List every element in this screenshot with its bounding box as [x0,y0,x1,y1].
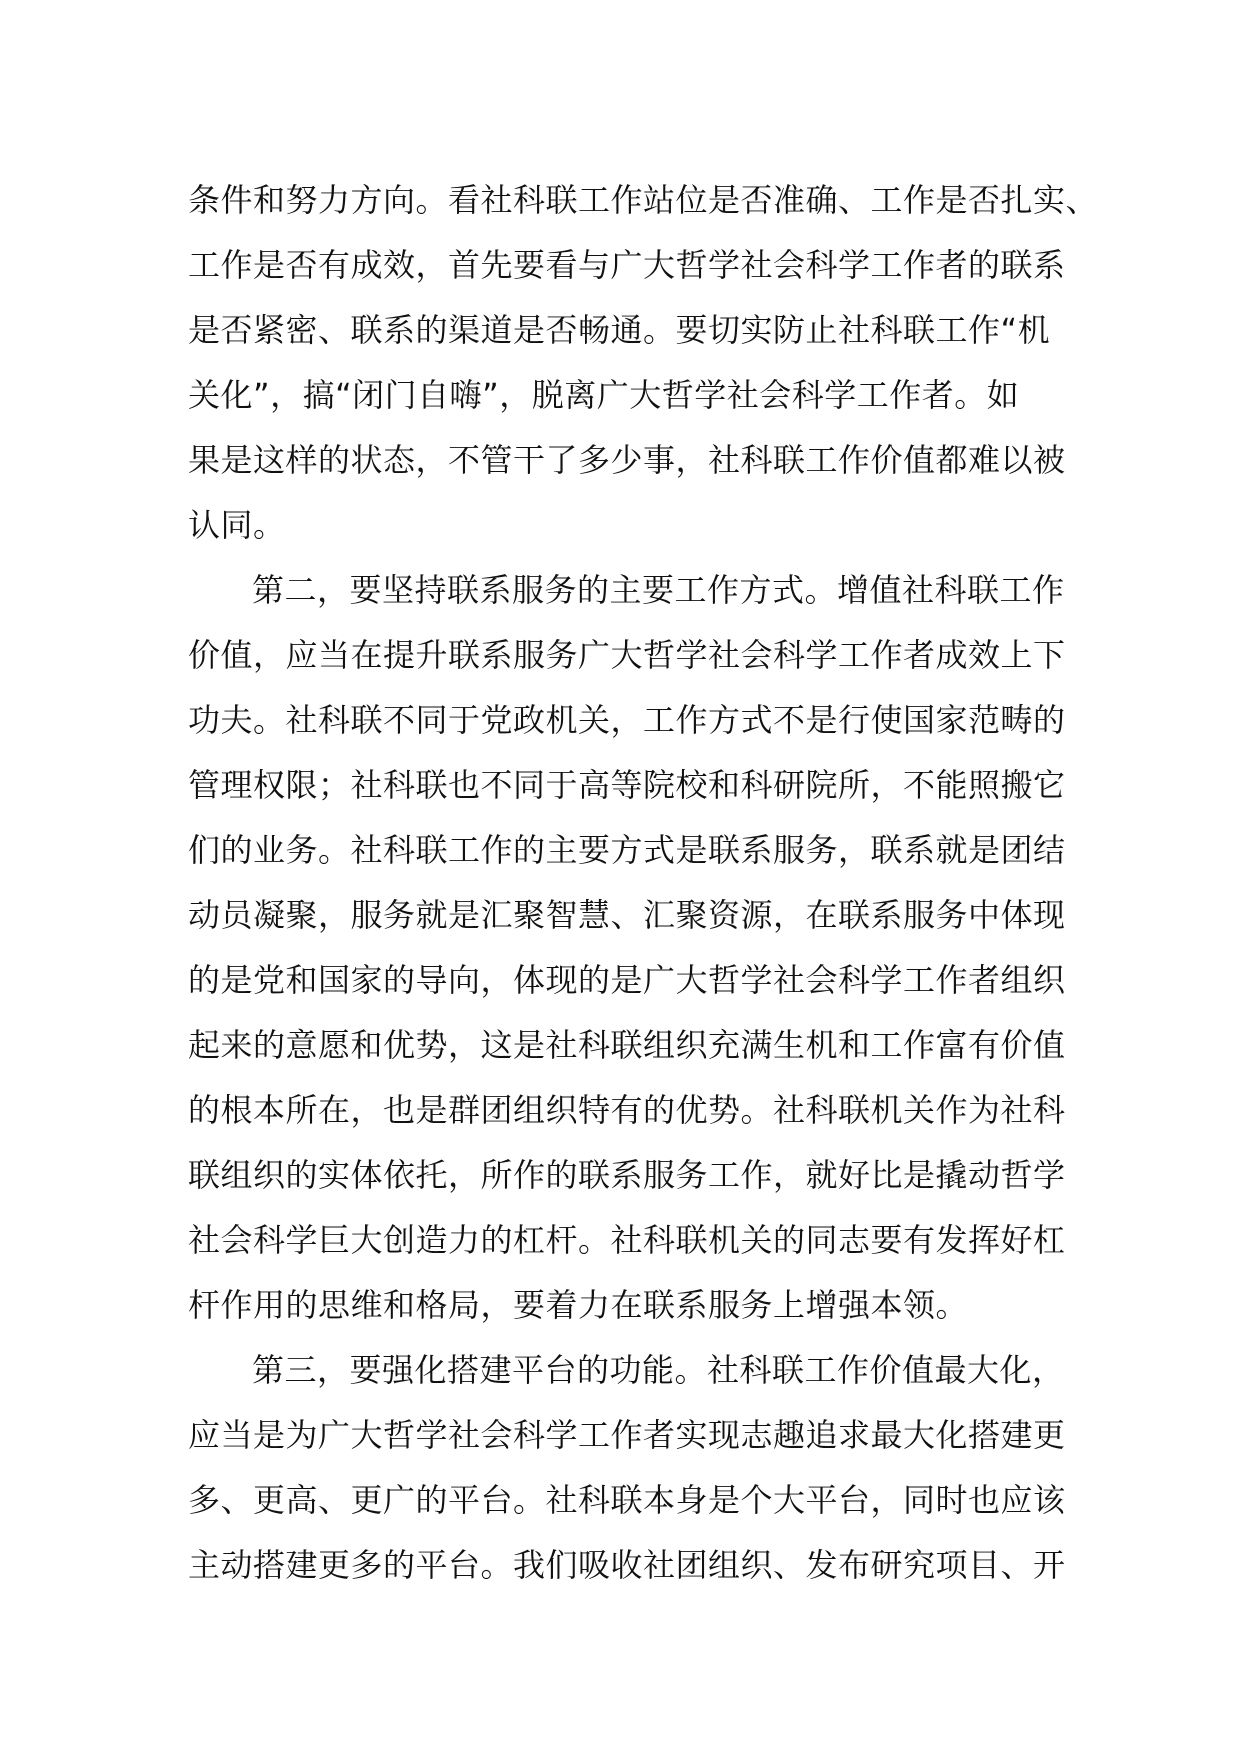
text-line: 是否紧密、联系的渠道是否畅通。要切实防止社科联工作“机 [188,311,1051,349]
text-line: 的是党和国家的导向，体现的是广大哲学社会科学工作者组织 [188,961,1066,999]
text-line: 工作是否有成效，首先要看与广大哲学社会科学工作者的联系 [188,246,1066,284]
text-line: 管理权限；社科联也不同于高等院校和科研院所，不能照搬它 [188,766,1066,804]
text-line: 功夫。社科联不同于党政机关，工作方式不是行使国家范畴的 [188,701,1066,739]
text-line: 杆作用的思维和格局，要着力在联系服务上增强本领。 [188,1286,969,1324]
paragraph [188,1338,1068,1598]
text-line: 价值，应当在提升联系服务广大哲学社会科学工作者成效上下 [188,636,1066,674]
paragraph [188,558,1068,1338]
text-line: 第二，要坚持联系服务的主要工作方式。增值社科联工作 [252,571,1065,609]
text-line: 社会科学巨大创造力的杠杆。社科联机关的同志要有发挥好杠 [188,1221,1066,1259]
text-line: 动员凝聚，服务就是汇聚智慧、汇聚资源，在联系服务中体现 [188,896,1066,934]
paragraph [188,168,1099,558]
text-line: 们的业务。社科联工作的主要方式是联系服务，联系就是团结 [188,831,1066,869]
text-line: 关化”，搞“闭门自嗨”，脱离广大哲学社会科学工作者。如 [188,376,1020,414]
text-line: 的根本所在，也是群团组织特有的优势。社科联机关作为社科 [188,1091,1066,1129]
text-line: 条件和努力方向。看社科联工作站位是否准确、工作是否扎实、 [188,181,1099,219]
text-line: 起来的意愿和优势，这是社科联组织充满生机和工作富有价值 [188,1026,1066,1064]
text-line: 第三，要强化搭建平台的功能。社科联工作价值最大化， [252,1351,1065,1389]
text-line: 联组织的实体依托，所作的联系服务工作，就好比是撬动哲学 [188,1156,1066,1194]
text-line: 果是这样的状态，不管干了多少事，社科联工作价值都难以被 [188,441,1066,479]
text-line: 认同。 [188,506,286,544]
body-text [188,168,1099,1598]
text-line: 多、更高、更广的平台。社科联本身是个大平台，同时也应该 [188,1481,1066,1519]
text-line: 主动搭建更多的平台。我们吸收社团组织、发布研究项目、开 [188,1546,1066,1584]
text-line: 应当是为广大哲学社会科学工作者实现志趣追求最大化搭建更 [188,1416,1066,1454]
